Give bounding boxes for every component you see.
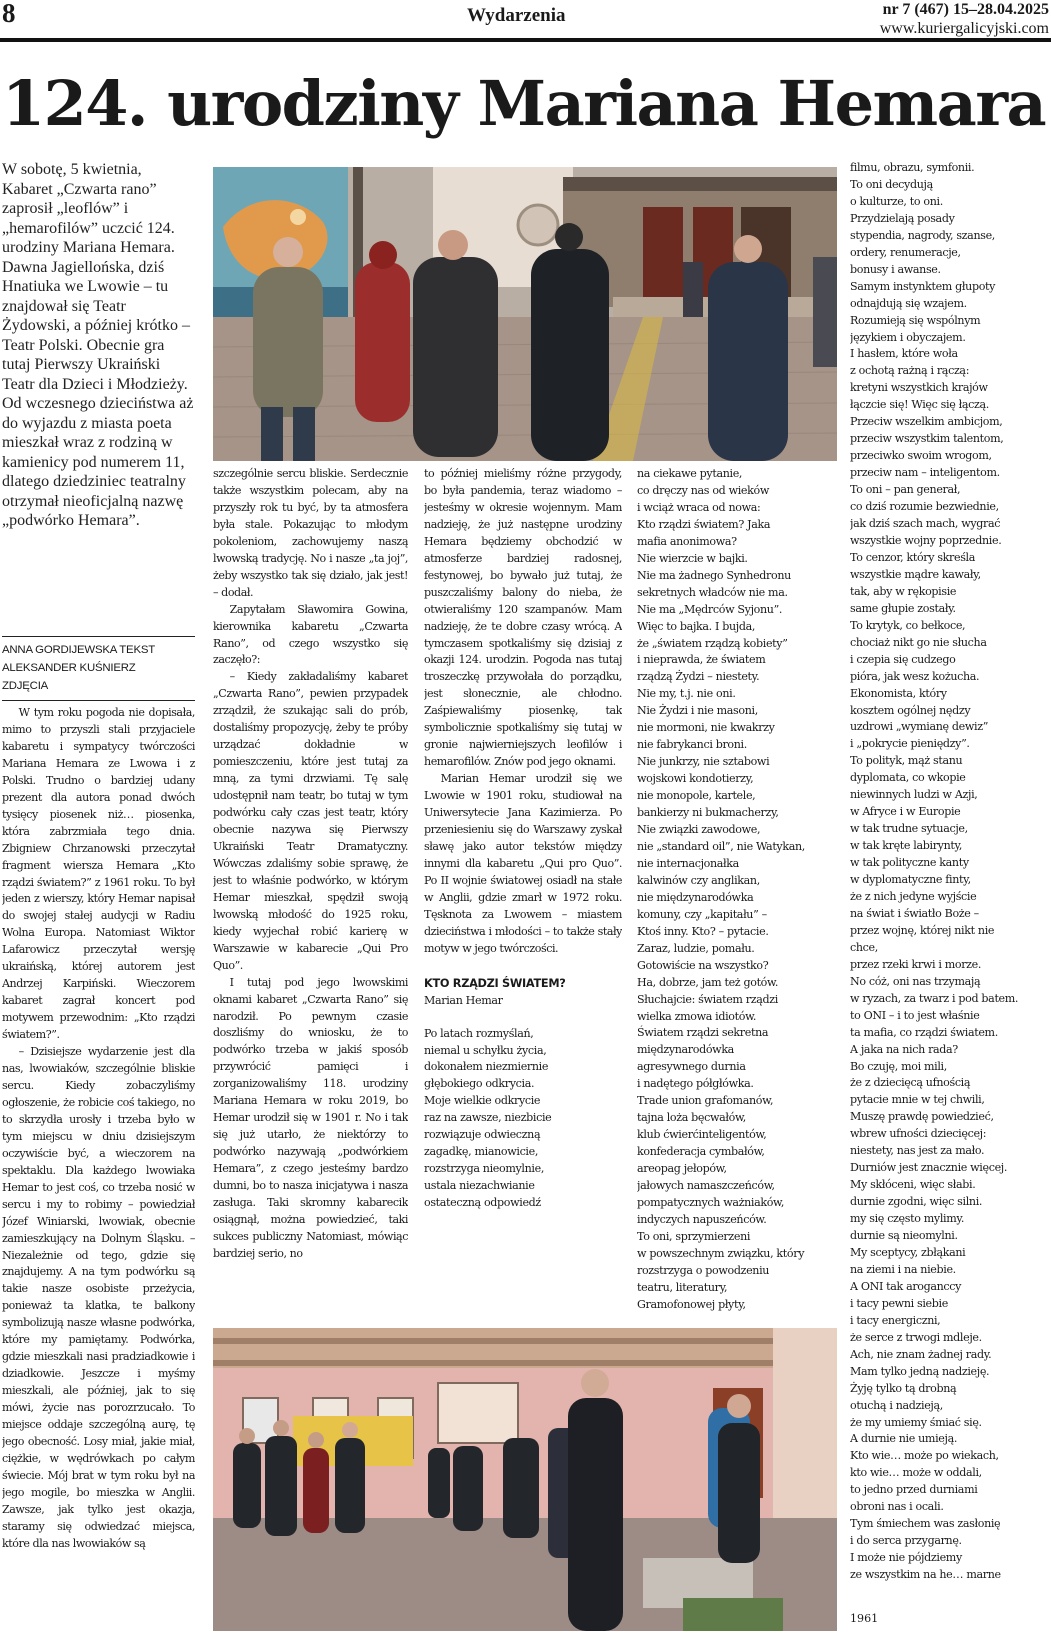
poem-line: i czepia się cudzego — [850, 652, 956, 666]
paragraph: W tym roku pogoda nie dopisała, mimo to przyszli stali przyjaciele kabaretu i sympatycy twórczości Mariana Hemara ze Lwowa i z Polski. Trudno o bardziej udany prezent dla autora ponad dwóch tysięcy piosenek niż… piosenka, która zabrzmiała tego dnia. Zbigniew Chrzanowski przeczytał fragment wiersza Hemara „Kto rządzi światem?” z 1961 roku. To był jeden z wierszy, który Hemar napisał do swojej stałej audycji w Radiu Wolna Europa. Natomiast Wiktor Lafarowicz przeczytał wersję ukraińską, której autorem jest Andrzej Karpiński. Wieczorem kabaret zagrał koncert pod motywem przewodnim: „Kto rządzi światem?”. — [2, 706, 195, 1042]
poem-line: Moje wielkie odkrycie — [424, 1094, 541, 1108]
poem-line: wbrew ufności dziecięcej: — [850, 1127, 987, 1141]
poem-line: na ziemi i na niebie. — [850, 1262, 956, 1276]
poem-line: uzdrowi „wymianę dewiz” — [850, 720, 989, 734]
poem-line: To krytyk, co bełkoce, — [850, 618, 966, 632]
poem-line: i tacy energiczni, — [850, 1313, 941, 1327]
poem-line: otuchą i nadzieją, — [850, 1398, 943, 1412]
poem-line: ostateczną odpowiedź — [424, 1196, 541, 1210]
poem-line: co dręczy nas od wieków — [637, 483, 769, 497]
poem-line: i tacy pewni siebie — [850, 1296, 948, 1310]
section-name: Wydarzenia — [467, 5, 566, 26]
paragraph: Marian Hemar urodził się we Lwowie w 1901 roku, studiował na Uniwersytecie Jana Kazimierza. Po przeniesieniu się do Warszawy zyskał sławę jako autor tekstów między innymi dla kabaretu „Qui pro Quo”. Po II wojnie światowej osiadł na stałe w Anglii, gdzie zmarł w 1972 roku. Tęsknota za Lwowem – miastem dzieciństwa i młodości – to także stały motyw w jego twórczości. — [424, 772, 622, 955]
poem-line: Gramofonowej płyty, — [637, 1297, 746, 1311]
poem-line: rozstrzyga nieomylnie, — [424, 1162, 544, 1176]
poem-line: jałowych namaszczeńców, — [637, 1179, 775, 1193]
poem-line: że z dziecięcą ufnością — [850, 1076, 971, 1090]
poem-line: Mam tylko jedną nadzieję. — [850, 1364, 990, 1378]
poem-line: nie „standard oil”, nie Watykan, — [637, 839, 805, 853]
poem-line: A jaka na nich rada? — [850, 1042, 958, 1056]
poem-line: konfederacja cymbałów, — [637, 1145, 765, 1159]
article-lead — [2, 160, 195, 531]
poem-line: Po latach rozmyślań, — [424, 1026, 534, 1040]
poem-line: A durnie nie umieją. — [850, 1432, 958, 1446]
poem-line: To oni – pan generał, — [850, 483, 961, 497]
poem-line: agresywnego durnia — [637, 1060, 746, 1074]
poem-author: Marian Hemar — [424, 993, 503, 1007]
poem-line: ta mafia, co rządzi światem. — [850, 1025, 998, 1039]
poem-line: wielka zmowa idiotów. — [637, 1009, 757, 1023]
poem-line: rozwiązuje odwieczną — [424, 1128, 541, 1142]
paragraph: to później mieliśmy różne przygody, bo była pandemia, teraz wiadomo – jesteśmy w okresie wojennym. Mam nadzieję, że już następne urodziny Hemara będziemy obchodzić w atmosferze bardziej radosnej, festynowej, bo bywało już tutaj, że puszczaliśmy balony do nieba, że otwieraliśmy 120 szampanów. Mam nadzieję, że te dobre czasy wrócą. A tymczasem spotkaliśmy się dzisiaj z okazji 124. urodzin. Pogoda nas tutaj troszeczkę przywołała do porządku, jest słonecznie, ale chłodno. Zaśpiewaliśmy piosenkę, tak symbolicznie spotkaliśmy się tutaj w gronie najwierniejszych leofilów i hemarofilów. Znów pod jego oknami. — [424, 467, 622, 769]
poem-line: ordery, renumeracje, — [850, 245, 961, 259]
poem-line: przeciwko swoim wrogom, — [850, 449, 992, 463]
poem-line: filmu, obrazu, symfonii. — [850, 161, 975, 174]
poem-line: Światem rządzi sekretna — [637, 1026, 769, 1040]
poem-title: KTO RZĄDZI ŚWIATEM? — [424, 976, 566, 990]
poem-line: odnajdują się wzajem. — [850, 296, 967, 310]
page-number: 8 — [2, 0, 16, 28]
paragraph: I tutaj pod jego lwowskimi oknami kabaret „Czwarta Rano” się narodził. Po pewnym czasie doszliśmy do wniosku, że to podwórko trzeba w jakiś sposób przywrócić pamięci i zorganizowaliśmy 118. urodziny Mariana Hemara w roku 2019, bo Hemar urodził się w 1901 r. No i tak się już utarło, że niektórzy to podwórko nazywają „podwórkiem Hemara”, z czego jesteśmy bardzo dumni, bo to nasza inicjatywa i nasza zasługa. Taki skromny kabarecik osiągnął, można powiedzieć, taki sukces publiczny Natomiast, mówiąc bardziej serio, no — [213, 975, 408, 1260]
poem-line: dyplomata, co wkopie — [850, 771, 966, 785]
photo-theater-entrance — [213, 167, 837, 461]
poem-line: Rozumieją się wspólnym — [850, 313, 981, 327]
poem-line: Nie Żydzi i nie masoni, — [637, 704, 758, 718]
poem-line: Trade union grafomanów, — [637, 1094, 774, 1108]
poem-line: w Afryce i w Europie — [850, 805, 961, 819]
paragraph: szczególnie sercu bliskie. Serdecznie także wszystkim polecam, aby na przyszły rok tu być, by ta atmosfera była stale. Pokazując to młodym pokoleniom, zachowujemy naszą lwowską tradycję. No i nasze „ta joj”, żeby wszystko tak się działo, jak jest! – dodał. — [213, 467, 408, 599]
poem-line: my się często mylimy. — [850, 1212, 964, 1226]
poem-line: Słuchajcie: światem rządzi — [637, 992, 778, 1006]
poem-line: nie mormoni, nie kwakrzy — [637, 721, 775, 735]
photo-illustration — [213, 167, 837, 461]
poem-line: i „pokrycie pieniędzy”. — [850, 737, 970, 751]
poem-line: głębokiego odkrycia. — [424, 1077, 535, 1091]
poem-line: Więc to bajka. I bujda, — [637, 619, 756, 633]
poem-line: Gotowiście na wszystko? — [637, 958, 769, 972]
poem-line: przeciw nam – inteligentom. — [850, 466, 1000, 480]
poem-line: Nie ma żadnego Synhedronu — [637, 568, 791, 582]
poem-date: 1961 — [850, 1612, 879, 1625]
poem-line: Kto rządzi światem? Jaka — [637, 517, 771, 531]
poem-line: Kto wie… może po wiekach, — [850, 1449, 999, 1463]
poem-line: durnie są nieomylni. — [850, 1229, 958, 1243]
poem-line: na świat i światło Boże – — [850, 906, 979, 920]
lead-text: W sobotę, 5 kwietnia, Kabaret „Czwarta rano” zaprosił „leoflów” i „hemarofilów” uczcić 124. urodziny Mariana Hemara. Dawna Jagiellońska, dziś Hnatiuka we Lwowie – tu znajdował się Teatr Żydowski, a później krótko – Teatr Polski. Obecnie gra tutaj Pierwszy Ukraiński Teatr dla Dzieci i Młodzieży. Od wczesnego dzieciństwa aż do wyjazdu z miasta poeta mieszkał wraz z rodziną w kamienicy pod numerem 11, dlatego dziedziniec teatralny otrzymał nieoficjalną nazwę „podwórko Hemara”. — [2, 161, 194, 529]
photo-label: ZDJĘCIA — [2, 680, 49, 692]
poem-line: niewinnych ludzi w Azji, — [850, 788, 978, 802]
poem-line: w tak kręte labirynty, — [850, 839, 963, 853]
poem-line: pompatycznych ważniaków, — [637, 1195, 785, 1209]
poem-line: nie fabrykanci broni. — [637, 738, 747, 752]
poem-line: kalwinów czy anglikan, — [637, 873, 760, 887]
poem-line: jak dziś szach mach, wygrać — [850, 517, 1001, 531]
body-column-1 — [2, 705, 195, 1630]
poem-line: tajna loża bęcwałów, — [637, 1111, 746, 1125]
poem-line: w powszechnym związku, który — [637, 1246, 805, 1260]
poem-line: obroni nas i ocali. — [850, 1500, 944, 1514]
poem-line: to jedno przed durniami — [850, 1483, 978, 1497]
poem-line: Nie związki zawodowe, — [637, 823, 761, 837]
poem-line: i wciąż wraca od nowa: — [637, 500, 761, 514]
poem-line: Ktoś inny. Kto? – pytacie. — [637, 924, 769, 938]
poem-line: co dziś rozumie bezwiednie, — [850, 500, 999, 514]
poem-line: Nie my, t.j. nie oni. — [637, 687, 736, 701]
poem-verse-part-2 — [637, 466, 842, 1319]
body-column-3 — [424, 466, 622, 1319]
poem-line: teatru, literatury, — [637, 1280, 728, 1294]
poem-line: Nie ma „Mędrców Syjonu”. — [637, 602, 783, 616]
poem-line: mafia anonimowa? — [637, 534, 737, 548]
poem-line: wszystkie mądre kawały, — [850, 567, 981, 581]
poem-line: Muszę prawdę powiedzieć, — [850, 1110, 994, 1124]
poem-line: dokonałem niezmiernie — [424, 1060, 549, 1074]
paragraph: – Dzisiejsze wydarzenie jest dla nas, lwowiaków, szczególnie bliskie sercu. Kiedy zobaczyliśmy ogłoszenie, że robicie coś takiego, no to skrzydła urosły i trzeba było w tym miejscu w dniu dzisiejszym oczywiście być, a wieczorem na spektaklu. Dla każdego lwowiaka Hemar to jest coś, co trzeba nosić w sercu i my to robimy – powiedział Józef Winiarski, lwowiak, obecnie zamieszkujący na Dolnym Śląsku. – Niezależnie od tego, gdzie się znajdujemy. A na tym podwórku są takie nasze osobiste przeżycia, ponieważ ta klatka, te balkony symbolizują nasze własne podwórka, które my pamiętamy. Podwórka, gdzie mieszkali nasi pradziadkowie i dziadkowie. Jeszcze i myśmy mieszkali, ale później, jak to się mówi, życie nas porozrzucało. To miejsce oddaje szczególną aurę, tę jego obecność. Losy miał, jakie miał, ciężkie, w wędrówkach po całym świecie. Mój brat w tym roku był na jego mogile, bo mieszka w Anglii. Zawsze, jak tylko jest okazja, staramy się odwiedzać miejsca, które dla nas lwowiaków są — [2, 1045, 195, 1550]
poem-line: że z nich jedyne wyjście — [850, 889, 977, 903]
poem-line: że „światem rządzą kobiety” — [637, 636, 788, 650]
poem-line: A ONI tak aroganccy — [850, 1279, 962, 1293]
text-author: ANNA GORDIJEWSKA TEKST — [2, 644, 155, 656]
poem-line: komuny, czy „kapitału” – — [637, 907, 767, 921]
poem-verse-part-3 — [850, 160, 1050, 1633]
poem-line: nie monopole, kartele, — [637, 789, 756, 803]
poem-line: sekretnych władców nie ma. — [637, 585, 788, 599]
poem-line: Ha, dobrze, jam też gotów. — [637, 975, 779, 989]
poem-line: To polityk, mąż stanu — [850, 754, 963, 768]
photo-illustration — [213, 1328, 837, 1631]
paragraph: Zapytałam Sławomira Gowina, kierownika kabaretu „Czwarta Rano”, od czego wszystko się zaczęło?: — [213, 602, 408, 667]
poem-line: kosztem ogólnej nędzy — [850, 703, 971, 717]
poem-line: przez wojnę, której nikt nie — [850, 923, 995, 937]
poem-line: rozstrzyga o powodzeniu — [637, 1263, 770, 1277]
poem-line: o kulturze, to oni. — [850, 194, 943, 208]
poem-line: rządzą Żydzi – niestety. — [637, 670, 760, 684]
poem-line: w tak polityczne kanty — [850, 856, 969, 870]
poem-line: Bo czuję, moi mili, — [850, 1059, 947, 1073]
poem-line: łączcie się! Więc się łączą. — [850, 398, 989, 412]
poem-line: w dyplomatyczne finty, — [850, 873, 971, 887]
poem-line: Durniów jest znacznie więcej. — [850, 1161, 1008, 1175]
poem-line: wszystkie wojny poprzednie. — [850, 533, 1002, 547]
poem-line: przez rzeki krwi i morze. — [850, 957, 982, 971]
poem-line: tak, aby w rękopisie — [850, 584, 957, 598]
poem-line: Ach, nie znam żadnej rady. — [850, 1347, 992, 1361]
poem-line: zagadkę, mianowicie, — [424, 1145, 539, 1159]
poem-line: Ekonomista, który — [850, 686, 947, 700]
poem-line: durnie zgodni, więc silni. — [850, 1195, 983, 1209]
poem-line: pytacie mnie w tej chwili, — [850, 1093, 985, 1107]
poem-line: i nadętego półgłówka. — [637, 1077, 754, 1091]
poem-line: językiem i obyczajem. — [850, 330, 966, 344]
poem-line: na ciekawe pytanie, — [637, 467, 743, 480]
poem-line: kretyni wszystkich krajów — [850, 381, 988, 395]
poem-line: Przeciw wszelkim ambicjom, — [850, 415, 1003, 429]
poem-line: I może nie pójdziemy — [850, 1551, 962, 1565]
poem-line: indyczych napuszeńców. — [637, 1212, 767, 1226]
poem-line: My skłóceni, więc słabi. — [850, 1178, 976, 1192]
poem-line: To oni decydują — [850, 177, 933, 191]
poem-line: Żyję tylko tą drobną — [850, 1381, 957, 1395]
photo-author: ALEKSANDER KUŚNIERZ — [2, 662, 136, 674]
paragraph: – Kiedy zakładaliśmy kabaret „Czwarta Rano”, pewien przypadek zrządził, że szukając sali do prób, dostaliśmy propozycję, żeby te próby urządzać dokładnie w pomieszczeniu, które jest tutaj za mną, za tymi drzwiami. Tę salę udostępnił nam teatr, bo tutaj w tym podwórku cały czas jest teatr, który obecnie nazywa się Pierwszy Ukraiński Teatr Dramatyczny. Wówczas zdaliśmy sobie sprawę, że jest to właśnie podwórko, w którym Hemar mieszkał, spędził swoją lwowską młodość do 1925 roku, kiedy wyjechał robić karierę w Warszawie w kabarecie „Qui Pro Quo”. — [213, 670, 408, 972]
website-url: www.kuriergalicyjski.com — [879, 20, 1049, 37]
poem-line: nie internacjonałka — [637, 856, 739, 870]
poem-line: stypendia, nagrody, szanse, — [850, 228, 995, 242]
poem-line: ustala niezachwianie — [424, 1179, 535, 1193]
issue-number: nr 7 (467) 15–28.04.2025 — [882, 1, 1049, 18]
poem-line: Przydzielają posady — [850, 211, 955, 225]
poem-line: wojskowi kondotierzy, — [637, 772, 754, 786]
poem-line: To cenzor, który skreśla — [850, 550, 976, 564]
poem-line: same głupie zostały. — [850, 601, 956, 615]
poem-line: chociaż nikt go nie słucha — [850, 635, 987, 649]
article-title: 124. urodziny Mariana Hemara — [2, 67, 1046, 140]
poem-line: raz na zawsze, niezbicie — [424, 1111, 552, 1125]
poem-line: pióra, jak wesz kożucha. — [850, 669, 980, 683]
poem-line: w ryzach, za twarz i pod batem. — [850, 991, 1019, 1005]
poem-line: że my umiemy śmiać się. — [850, 1415, 982, 1429]
issue-info — [880, 0, 1049, 38]
poem-line: i do serca przygarnę. — [850, 1534, 962, 1548]
poem-line: przeciw wszystkim talentom, — [850, 432, 1004, 446]
poem-line: I hasłem, które woła — [850, 347, 958, 361]
poem-line: No cóż, oni nas trzymają — [850, 974, 981, 988]
poem-line: to ONI – i to jest właśnie — [850, 1008, 980, 1022]
poem-verse-part-1 — [424, 1026, 622, 1212]
poem-line: kto wie… może w oddali, — [850, 1466, 982, 1480]
poem-line: chce, — [850, 940, 878, 954]
article-credits — [2, 636, 195, 701]
poem-line: Zaraz, ludzie, pomału. — [637, 941, 755, 955]
poem-line: ze wszystkim na he… marne — [850, 1568, 1001, 1582]
page-header — [0, 0, 1051, 42]
poem-line: Tym śmiechem was zasłonię — [850, 1517, 1001, 1531]
poem-line: My sceptycy, zbłąkani — [850, 1246, 966, 1259]
poem-line: Samym instynktem głupoty — [850, 279, 996, 293]
body-column-2 — [213, 466, 408, 1321]
poem-line: Nie wierzcie w bajki. — [637, 551, 748, 565]
poem-line: bankierzy ni bukmacherzy, — [637, 806, 779, 820]
poem-line: To oni, sprzymierzeni — [637, 1229, 751, 1243]
poem-line: niemal u schyłku życia, — [424, 1043, 547, 1057]
poem-line: z ochotą rażną i rączą: — [850, 364, 970, 378]
poem-line: klub ćwierćinteligentów, — [637, 1128, 767, 1142]
poem-line: nie międzynarodówka — [637, 890, 754, 904]
poem-line: międzynarodówka — [637, 1043, 734, 1057]
poem-line: niestety, nas jest za mało. — [850, 1144, 985, 1158]
poem-line: bonusy i awanse. — [850, 262, 941, 276]
poem-line: areopag jełopów, — [637, 1162, 727, 1176]
poem-line: że serce z trwogi mdleje. — [850, 1330, 982, 1344]
poem-line: Nie junkrzy, nie sztabowi — [637, 755, 770, 769]
poem-line: w tak trudne sytuacje, — [850, 822, 968, 836]
photo-courtyard-gathering — [213, 1328, 837, 1631]
poem-line: i nieprawda, że światem — [637, 653, 766, 667]
